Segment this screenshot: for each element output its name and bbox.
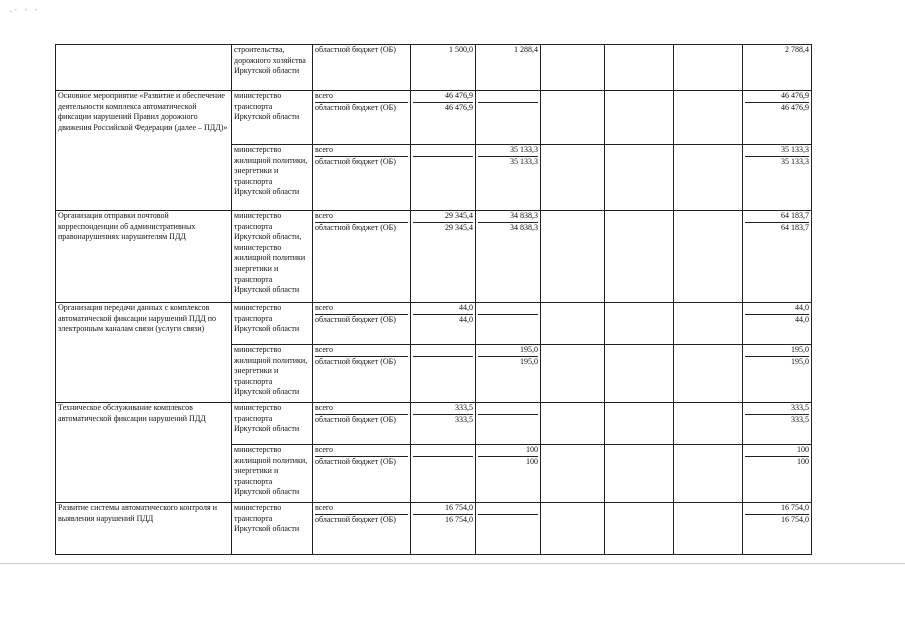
- year-2-cell-value: 1 288,4: [514, 45, 538, 54]
- funding-source-cell: [313, 345, 411, 403]
- total-cell-value: 16 754,0: [781, 514, 809, 524]
- funding-source-cell-value: областной бюджет (ОБ): [315, 414, 396, 424]
- year-2-cell-value: 34 838,3: [478, 211, 538, 223]
- funding-source-cell-value: всего: [315, 211, 408, 223]
- total-cell-value: 195,0: [745, 345, 809, 357]
- year-1-cell: [411, 211, 476, 303]
- total-cell: [743, 503, 812, 555]
- table-row: [56, 45, 812, 91]
- year-2-cell: [476, 45, 541, 91]
- funding-source-cell: [313, 45, 411, 91]
- funding-source-cell: [313, 211, 411, 303]
- total-cell-value: 46 476,9: [745, 91, 809, 103]
- year-2-cell: [476, 145, 541, 211]
- year-2-cell-value: 35 133,3: [478, 145, 538, 157]
- empty-year-cell: [605, 91, 674, 145]
- total-cell: [743, 403, 812, 445]
- total-cell: [743, 303, 812, 345]
- year-1-cell: [411, 45, 476, 91]
- budget-table: [55, 44, 812, 555]
- year-2-cell-value: 34 838,3: [510, 222, 538, 232]
- year-1-cell-value: [413, 345, 473, 357]
- executor-cell: министерство жилищной политики, энергетики и транспорта Иркутской области: [232, 145, 313, 211]
- total-cell-value: 35 133,3: [781, 156, 809, 166]
- year-2-cell-value: 35 133,3: [510, 156, 538, 166]
- total-cell-value: 35 133,3: [745, 145, 809, 157]
- year-1-cell-value: 333,5: [413, 403, 473, 415]
- executor-cell: министерство жилищной политики, энергетики и транспорта Иркутской области: [232, 345, 313, 403]
- table-row: [56, 503, 812, 555]
- year-1-cell: [411, 345, 476, 403]
- budget-table-body: [56, 45, 812, 555]
- table-row: [56, 91, 812, 145]
- page-edge-line: [0, 563, 905, 564]
- empty-year-cell: [541, 445, 605, 503]
- funding-source-cell-value: всего: [315, 91, 408, 103]
- empty-year-cell: [541, 403, 605, 445]
- empty-year-cell: [605, 145, 674, 211]
- empty-year-cell: [605, 303, 674, 345]
- total-cell: [743, 145, 812, 211]
- empty-year-cell: [605, 45, 674, 91]
- total-cell-value: 333,5: [745, 403, 809, 415]
- year-2-cell: [476, 403, 541, 445]
- year-2-cell-value: [478, 403, 538, 415]
- total-cell: [743, 445, 812, 503]
- executor-cell: министерство транспорта Иркутской области: [232, 303, 313, 345]
- funding-source-cell-value: всего: [315, 303, 408, 315]
- total-cell: [743, 91, 812, 145]
- year-1-cell-value: [413, 357, 473, 368]
- year-2-cell-value: [478, 415, 538, 426]
- funding-source-cell: [313, 445, 411, 503]
- year-2-cell-value: [478, 91, 538, 103]
- empty-year-cell: [674, 503, 743, 555]
- year-1-cell: [411, 503, 476, 555]
- year-1-cell-value: [413, 457, 473, 468]
- year-1-cell-value: 44,0: [459, 314, 473, 324]
- year-2-cell: [476, 91, 541, 145]
- total-cell-value: 44,0: [795, 314, 809, 324]
- funding-source-cell-value: всего: [315, 345, 408, 357]
- empty-year-cell: [674, 145, 743, 211]
- year-1-cell-value: 333,5: [455, 414, 473, 424]
- executor-cell: министерство транспорта Иркутской области: [232, 403, 313, 445]
- table-row: [56, 403, 812, 445]
- empty-year-cell: [674, 303, 743, 345]
- empty-year-cell: [674, 345, 743, 403]
- empty-year-cell: [541, 145, 605, 211]
- year-2-cell: [476, 211, 541, 303]
- executor-cell: министерство транспорта Иркутской области: [232, 91, 313, 145]
- activity-cell: Основное мероприятие «Развитие и обеспечение деятельности комплекса автоматической фиксации нарушений Правил дорожного движения Российской Федерации (далее – ПДД)»: [56, 91, 232, 211]
- funding-source-cell-value: областной бюджет (ОБ): [315, 102, 396, 112]
- empty-year-cell: [541, 211, 605, 303]
- funding-source-cell: [313, 145, 411, 211]
- year-2-cell-value: [478, 315, 538, 326]
- year-1-cell-value: 16 754,0: [413, 503, 473, 515]
- year-2-cell: [476, 445, 541, 503]
- total-cell: [743, 211, 812, 303]
- total-cell: [743, 45, 812, 91]
- total-cell-value: 333,5: [791, 414, 809, 424]
- funding-source-cell-value: всего: [315, 445, 408, 457]
- total-cell-value: 2 788,4: [785, 45, 809, 54]
- total-cell: [743, 345, 812, 403]
- total-cell-value: 46 476,9: [781, 102, 809, 112]
- table-row: [56, 303, 812, 345]
- funding-source-cell-value: областной бюджет (ОБ): [315, 356, 396, 366]
- activity-cell: Организация передачи данных с комплексов автоматической фиксации нарушений ПДД по электронным каналам связи (услуги связи): [56, 303, 232, 403]
- activity-cell: Техническое обслуживание комплексов автоматической фиксации нарушений ПДД: [56, 403, 232, 503]
- empty-year-cell: [674, 211, 743, 303]
- funding-source-cell-value: всего: [315, 503, 408, 515]
- year-2-cell-value: 195,0: [520, 356, 538, 366]
- executor-cell: строительства, дорожного хозяйства Иркутской области: [232, 45, 313, 91]
- funding-source-cell-value: всего: [315, 403, 408, 415]
- funding-source-cell-value: областной бюджет (ОБ): [315, 45, 396, 54]
- total-cell-value: 100: [745, 445, 809, 457]
- year-1-cell-value: 29 345,4: [445, 222, 473, 232]
- empty-year-cell: [674, 445, 743, 503]
- executor-cell: министерство транспорта Иркутской области, министерство жилищной политики энергетики и транспорта Иркутской области: [232, 211, 313, 303]
- executor-cell: министерство жилищной политики, энергетики и транспорта Иркутской области: [232, 445, 313, 503]
- year-1-cell: [411, 445, 476, 503]
- year-1-cell: [411, 145, 476, 211]
- funding-source-cell-value: областной бюджет (ОБ): [315, 156, 396, 166]
- empty-year-cell: [541, 345, 605, 403]
- funding-source-cell-value: областной бюджет (ОБ): [315, 514, 396, 524]
- scan-specks: .· · ·: [10, 6, 41, 14]
- empty-year-cell: [605, 345, 674, 403]
- activity-cell: Организация отправки почтовой корреспонденции об административных правонарушениях нарушителям ПДД: [56, 211, 232, 303]
- year-2-cell-value: [478, 503, 538, 515]
- empty-year-cell: [605, 403, 674, 445]
- year-1-cell-value: 1 500,0: [449, 45, 473, 54]
- year-2-cell-value: 100: [526, 456, 538, 466]
- total-cell-value: 64 183,7: [745, 211, 809, 223]
- funding-source-cell-value: областной бюджет (ОБ): [315, 222, 396, 232]
- empty-year-cell: [605, 445, 674, 503]
- funding-source-cell: [313, 403, 411, 445]
- year-2-cell: [476, 345, 541, 403]
- empty-year-cell: [605, 503, 674, 555]
- year-1-cell-value: 44,0: [413, 303, 473, 315]
- funding-source-cell: [313, 303, 411, 345]
- year-1-cell: [411, 303, 476, 345]
- year-1-cell-value: 46 476,9: [413, 91, 473, 103]
- total-cell-value: 100: [797, 456, 809, 466]
- year-1-cell-value: [413, 157, 473, 168]
- funding-source-cell-value: всего: [315, 145, 408, 157]
- funding-source-cell: [313, 503, 411, 555]
- funding-source-cell-value: областной бюджет (ОБ): [315, 314, 396, 324]
- year-2-cell-value: 100: [478, 445, 538, 457]
- year-1-cell-value: [413, 145, 473, 157]
- empty-year-cell: [674, 91, 743, 145]
- activity-cell: [56, 45, 232, 91]
- empty-year-cell: [541, 91, 605, 145]
- executor-cell: министерство транспорта Иркутской области: [232, 503, 313, 555]
- funding-source-cell: [313, 91, 411, 145]
- empty-year-cell: [541, 503, 605, 555]
- year-2-cell-value: [478, 303, 538, 315]
- total-cell-value: 195,0: [791, 356, 809, 366]
- empty-year-cell: [605, 211, 674, 303]
- empty-year-cell: [674, 403, 743, 445]
- activity-cell: Развитие системы автоматического контроля и выявления нарушений ПДД: [56, 503, 232, 555]
- table-row: [56, 211, 812, 303]
- year-2-cell: [476, 303, 541, 345]
- year-1-cell-value: 46 476,9: [445, 102, 473, 112]
- total-cell-value: 44,0: [745, 303, 809, 315]
- year-2-cell-value: [478, 103, 538, 114]
- year-1-cell-value: 16 754,0: [445, 514, 473, 524]
- total-cell-value: 16 754,0: [745, 503, 809, 515]
- year-2-cell-value: 195,0: [478, 345, 538, 357]
- year-2-cell-value: [478, 515, 538, 526]
- year-1-cell: [411, 403, 476, 445]
- funding-source-cell-value: областной бюджет (ОБ): [315, 456, 396, 466]
- year-2-cell: [476, 503, 541, 555]
- year-1-cell-value: [413, 445, 473, 457]
- empty-year-cell: [674, 45, 743, 91]
- year-1-cell-value: 29 345,4: [413, 211, 473, 223]
- empty-year-cell: [541, 303, 605, 345]
- year-1-cell: [411, 91, 476, 145]
- total-cell-value: 64 183,7: [781, 222, 809, 232]
- empty-year-cell: [541, 45, 605, 91]
